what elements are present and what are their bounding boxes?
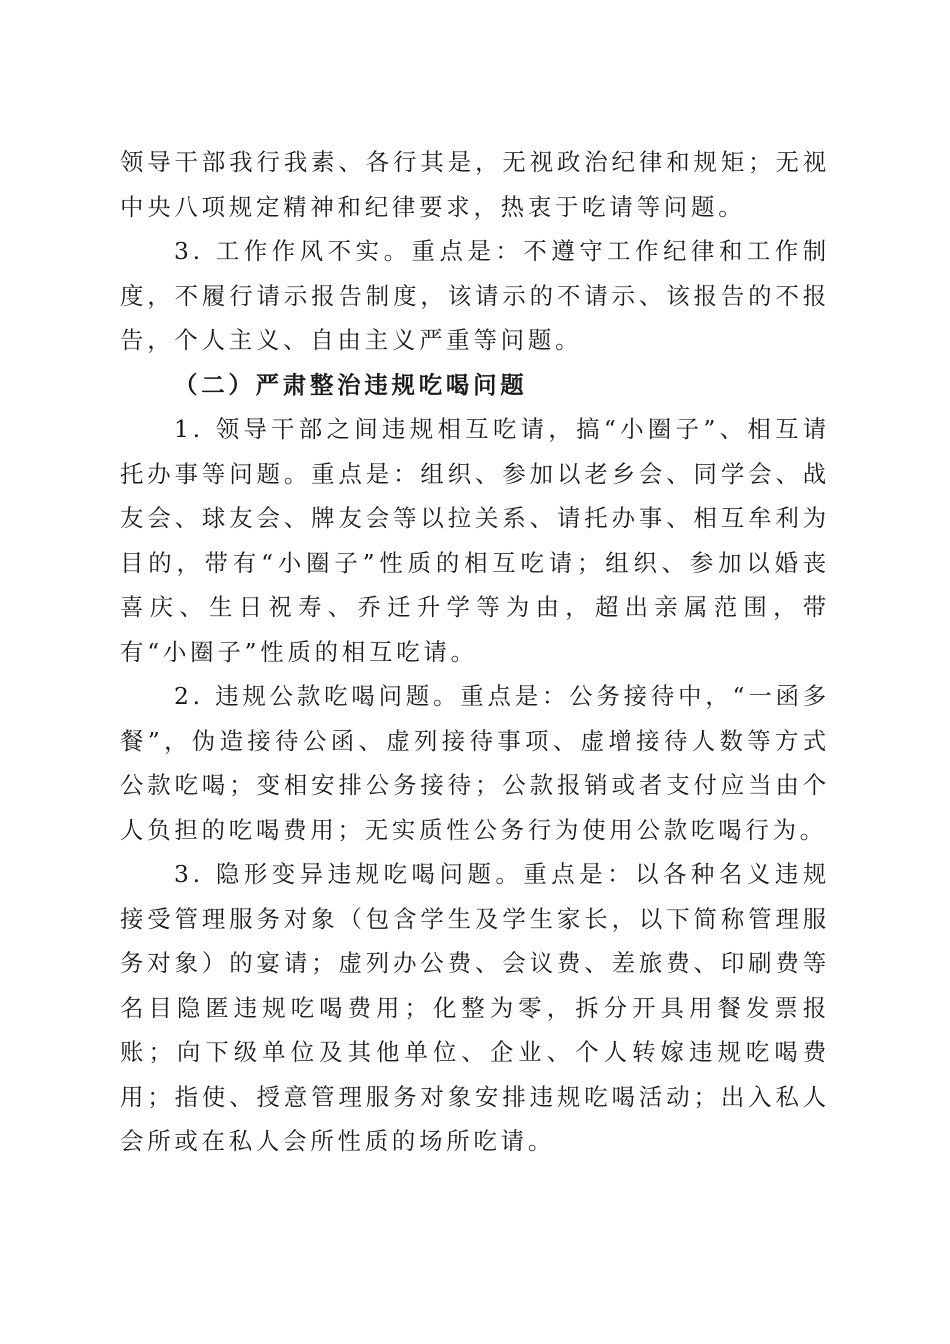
paragraph-continuation: 领导干部我行我素、各行其是，无视政治纪律和规矩；无视中央八项规定精神和纪律要求，热衷于吃请等问题。 [120,148,830,221]
paragraph-hidden-dining: 3. 隐形变异违规吃喝问题。重点是：以各种名义违规接受管理服务对象（包含学生及学生家长，以下简称管理服务对象）的宴请；虚列办公费、会议费、差旅费、印刷费等名目隐匿违规吃喝费用；化整为零，拆分开具用餐发票报账；向下级单位及其他单位、企业、个人转嫁违规吃喝费用；指使、授意管理服务对象安排违规吃喝活动；出入私人会所或在私人会所性质的场所吃请。 [120,860,830,1155]
section-heading: （二）严肃整治违规吃喝问题 [174,370,528,399]
paragraph-public-funds-dining: 2. 违规公款吃喝问题。重点是：公务接待中，“一函多餐”，伪造接待公函、虚列接待事项、虚增接待人数等方式公款吃喝；变相安排公务接待；公款报销或者支付应当由个人负担的吃喝费用；无实质性公务行为使用公款吃喝行为。 [120,682,830,844]
paragraph-mutual-dining: 1. 领导干部之间违规相互吃请，搞“小圈子”、相互请托办事等问题。重点是：组织、参加以老乡会、同学会、战友会、球友会、牌友会等以拉关系、请托办事、相互牟利为目的，带有“小圈子”性质的相互吃请；组织、参加以婚丧喜庆、生日祝寿、乔迁升学等为由，超出亲属范围，带有“小圈子”性质的相互吃请。 [120,415,830,666]
paragraph-work-style: 3. 工作作风不实。重点是：不遵守工作纪律和工作制度，不履行请示报告制度，该请示的不请示、该报告的不报告，个人主义、自由主义严重等问题。 [120,237,830,354]
document-body [120,140,830,1164]
